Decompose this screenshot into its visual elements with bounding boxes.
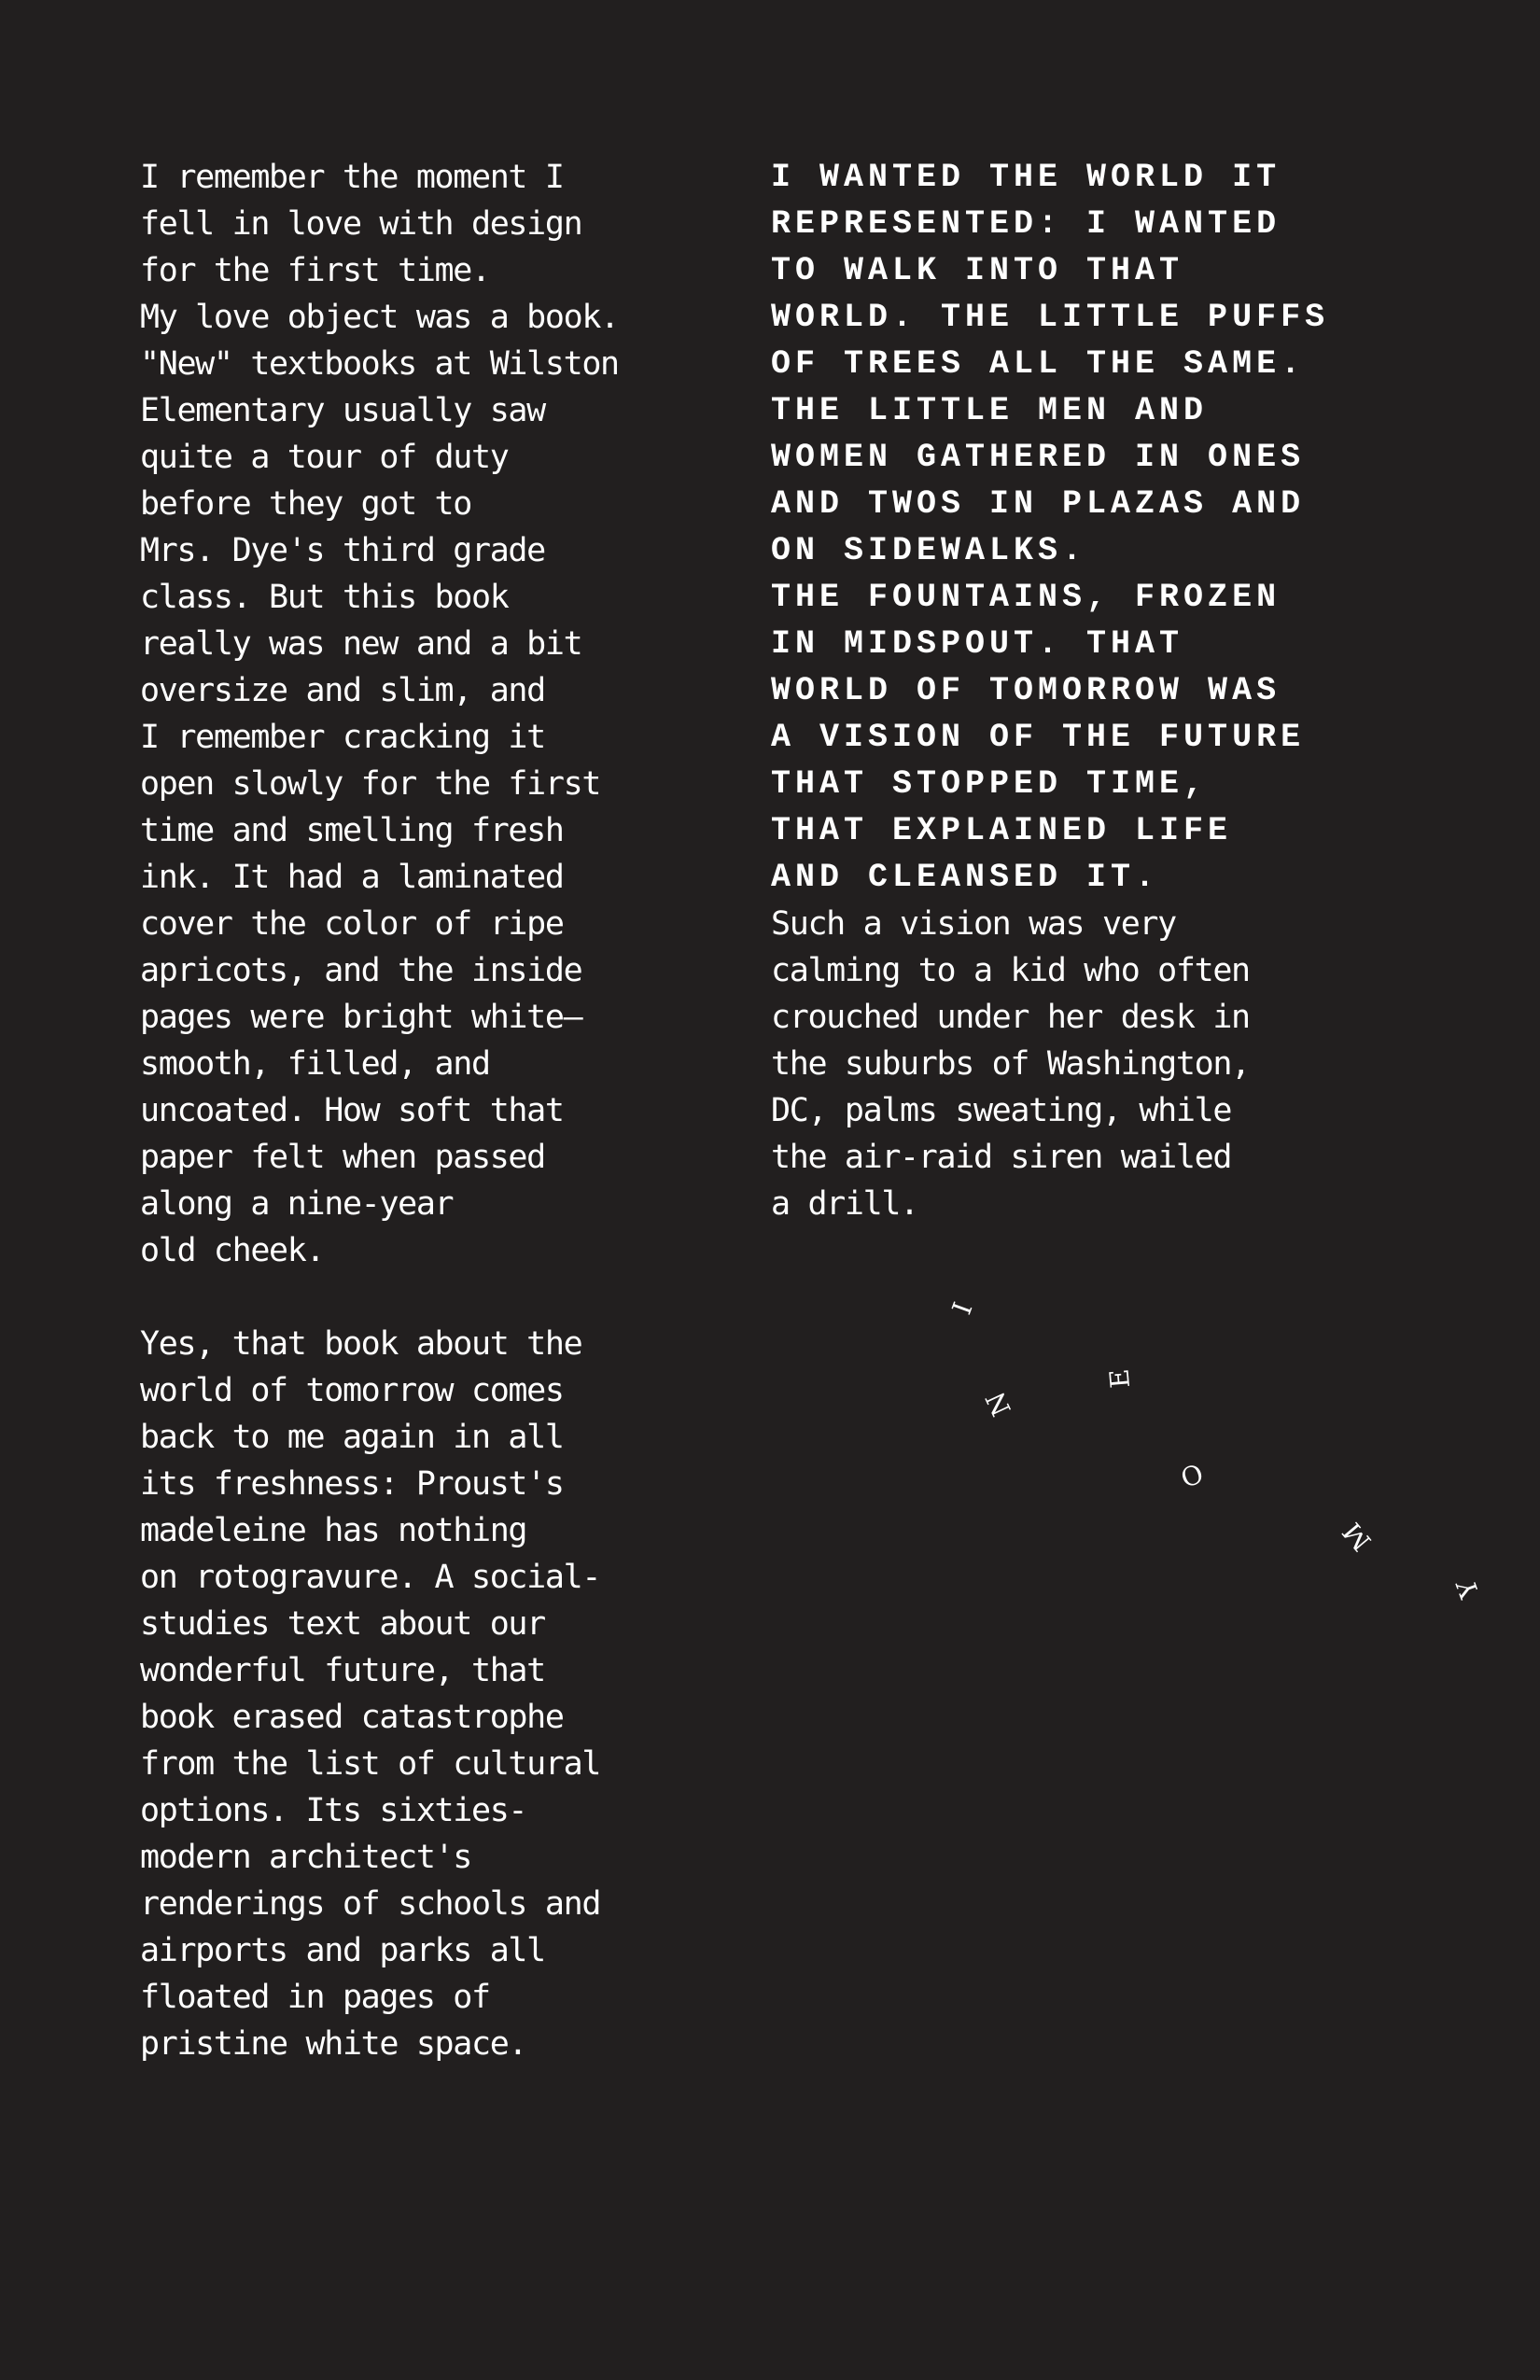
paragraph-2: Yes, that book about the world of tomorrow comes back to me again in all its freshness: Proust's madeleine has nothing on rotogravure. A social- studies text about our wonderful future, that book erased catastrophe from the list of cultural options. Its sixties- modern architect's renderings of schools and airports and parks all floated in pages of pristine white space. xyxy=(140,1325,601,2063)
scattered-letter-n: N xyxy=(979,1387,1017,1421)
right-column-text xyxy=(771,154,1424,1227)
paragraph-1: I remember the moment I fell in love with design for the first time. My love object was a book. "New" textbooks at Wilston Elementary usually saw quite a tour of duty before they got to Mrs. Dye's third grade class. But this book really was new and a bit oversize and slim, and I remember cracking it open slowly for the first time and smelling fresh ink. It had a laminated cover the color of ripe apricots, and the inside pages were bright white— smooth, filled, and uncoated. How soft that paper felt when passed along a nine-year old cheek. xyxy=(140,159,619,1269)
left-column-text xyxy=(140,154,700,2067)
scattered-letter-e: E xyxy=(1103,1367,1137,1390)
scattered-letter-m: M xyxy=(1337,1516,1378,1557)
scattered-letter-o: O xyxy=(1176,1458,1208,1494)
scattered-letter-i: I xyxy=(945,1297,979,1319)
scattered-letter-y: Y xyxy=(1450,1575,1486,1603)
caps-quote: I WANTED THE WORLD IT REPRESENTED: I WANTED TO WALK INTO THAT WORLD. THE LITTLE PUFFS OF TREES ALL THE SAME. THE LITTLE MEN AND WOMEN GATHERED IN ONES AND TWOS IN PLAZAS AND ON SIDEWALKS. THE FOUNTAINS, FROZEN IN MIDSPOUT. THAT WORLD OF TOMORROW WAS A VISION OF THE FUTURE THAT STOPPED TIME, THAT EXPLAINED LIFE AND CLEANSED IT. xyxy=(771,159,1330,896)
right-body-paragraph: Such a vision was very calming to a kid who often crouched under her desk in the suburbs of Washington, DC, palms sweating, while the air-raid siren wailed a drill. xyxy=(771,905,1250,1223)
